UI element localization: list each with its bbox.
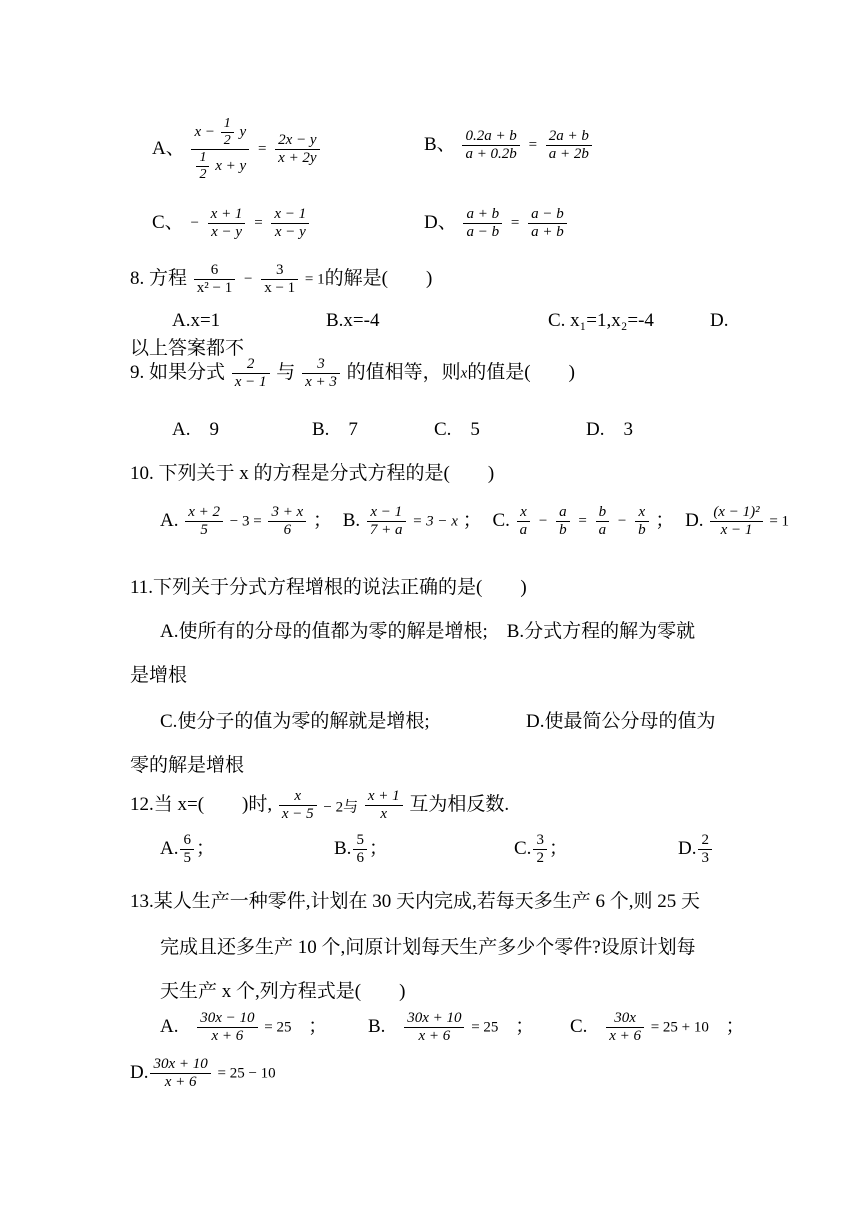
q13-option-c: C. $\frac{30x}{x + 6}$ = 25 + 10 ； [570, 1010, 745, 1045]
q7-option-a: A、 x − $\frac{1}{2}$ y $\frac{1}{2}$ x + y = $\frac{2x - y}{x + 2y}$ [152, 116, 322, 183]
fraction: $\frac{a}{b}$ [556, 504, 570, 540]
fraction: $\frac{3}{2}$ [533, 832, 547, 868]
fraction: $\frac{2}{3}$ [698, 832, 712, 868]
q13-stem-line1: 13.某人生产一种零件,计划在 30 天内完成,若每天多生产 6 个,则 25 天 [130, 891, 701, 912]
q8-option-d: D. [710, 310, 729, 331]
q8-option-c: C. x₁=1,x₂=-4 [548, 310, 654, 331]
q13-option-a: A. $\frac{30x - 10}{x + 6}$ = 25 ； [160, 1010, 328, 1045]
fraction: $\frac{0.2a + b}{a + 0.2b}$ [462, 128, 519, 164]
fraction: $\frac{30x - 10}{x + 6}$ [197, 1010, 257, 1046]
q10-options: A. $\frac{x + 2}{5}$ − 3 = $\frac{3 + x}{6}$ ； B. $\frac{x - 1}{7 + a}$ = 3 − x ； C. $\frac{x}{a}$ − $\frac{a}{b}$ = $\frac{b}{a}$ − $\frac{x}{b}$ ； D. $\frac{\text{(x − 1)²}}{x - 1}$ = 1 [160, 504, 790, 539]
fraction: $\frac{b}{a}$ [596, 504, 610, 540]
fraction: $\frac{x}{b}$ [635, 504, 649, 540]
q9-stem: 9. 如果分式 $\frac{2}{x - 1}$ 与 $\frac{3}{x + 3}$ 的值相等，则x的值是( ) [130, 356, 575, 391]
q12-option-a: A. $\frac{6}{5}$ ； [160, 832, 215, 867]
q12-stem: 12.当 x=( )时, $\frac{x}{x - 5}$ − 2与 $\frac{x + 1}{x}$ 互为相反数. [130, 788, 510, 823]
fraction: $\frac{x}{x - 5}$ [279, 788, 317, 824]
fraction: $\frac{6}{\text{x² − 1}}$ [194, 262, 235, 298]
fraction: $\frac{2a + b}{a + 2b}$ [546, 128, 592, 164]
fraction: $\frac{a + b}{a - b}$ [463, 206, 502, 242]
fraction: $\frac{3}{x + 3}$ [302, 356, 340, 392]
q8-option-a: A.x=1 [172, 310, 221, 331]
q13-option-b: B. $\frac{30x + 10}{x + 6}$ = 25 ； [368, 1010, 535, 1045]
q11-option-ab: A.使所有的分母的值都为零的解是增根; B.分式方程的解为零就 [160, 621, 696, 642]
q9-option-a: A. 9 [172, 419, 219, 440]
fraction: $\frac{x - 1}{7 + a}$ [367, 504, 406, 540]
fraction: $\frac{x}{a}$ [517, 504, 531, 540]
q8-option-b: B.x=-4 [326, 310, 380, 331]
fraction: $\frac{30x + 10}{x + 6}$ [150, 1056, 210, 1092]
fraction: $\frac{a - b}{a + b}$ [528, 206, 567, 242]
q7-option-b: B、 $\frac{0.2a + b}{a + 0.2b}$ = $\frac{2a + b}{a + 2b}$ [424, 128, 594, 164]
q13-stem-line3: 天生产 x 个,列方程式是( ) [160, 981, 406, 1002]
fraction: x − $\frac{1}{2}$ y $\frac{1}{2}$ x + y [191, 116, 249, 183]
q9-option-d: D. 3 [586, 419, 633, 440]
q8-stem: 8. 方程 $\frac{6}{\text{x² − 1}}$ − $\frac{3}{x - 1}$ = 1的解是( ) [130, 262, 433, 297]
q11-option-d-continued: 零的解是增根 [130, 755, 245, 776]
fraction: $\frac{x - 1}{x - y}$ [271, 206, 309, 242]
q12-option-b: B. $\frac{5}{6}$ ； [334, 832, 388, 867]
q11-stem: 11.下列关于分式方程增根的说法正确的是( ) [130, 577, 527, 598]
fraction: $\frac{6}{5}$ [180, 832, 194, 868]
q11-option-c: C.使分子的值为零的解就是增根; [160, 711, 430, 732]
q13-stem-line2: 完成且还多生产 10 个,问原计划每天生产多少个零件?设原计划每 [160, 937, 696, 958]
fraction: $\frac{30x + 10}{x + 6}$ [404, 1010, 464, 1046]
fraction: $\frac{2x - y}{x + 2y}$ [275, 132, 319, 168]
q9-option-b: B. 7 [312, 419, 358, 440]
fraction: $\frac{\text{(x − 1)²}}{x - 1}$ [710, 504, 762, 540]
fraction: $\frac{x + 2}{5}$ [185, 504, 223, 540]
q11-option-b-continued: 是增根 [130, 665, 188, 686]
q10-stem: 10. 下列关于 x 的方程是分式方程的是( ) [130, 463, 495, 484]
q11-option-d: D.使最简公分母的值为 [526, 711, 716, 732]
q7-option-d: D、 $\frac{a + b}{a - b}$ = $\frac{a - b}{a + b}$ [424, 206, 569, 242]
q12-option-c: C. $\frac{3}{2}$ ； [514, 832, 568, 867]
q13-option-d: D. $\frac{30x + 10}{x + 6}$ = 25 − 10 [130, 1056, 276, 1091]
q8-option-d-continued: 以上答案都不 [130, 338, 245, 359]
fraction: $\frac{30x}{x + 6}$ [606, 1010, 644, 1046]
q7-option-c: C、 − $\frac{x + 1}{x - y}$ = $\frac{x - 1}{x - y}$ [152, 206, 311, 242]
fraction: $\frac{x + 1}{x - y}$ [208, 206, 246, 242]
option-label: A、 [152, 138, 185, 160]
fraction: $\frac{3}{x - 1}$ [261, 262, 298, 298]
q12-option-d: D. $\frac{2}{3}$ [678, 832, 714, 868]
fraction: $\frac{3 + x}{6}$ [268, 504, 306, 540]
q9-option-c: C. 5 [434, 419, 480, 440]
fraction: $\frac{x + 1}{x}$ [365, 788, 403, 824]
fraction: $\frac{5}{6}$ [353, 832, 367, 868]
fraction: $\frac{2}{x - 1}$ [232, 356, 270, 392]
